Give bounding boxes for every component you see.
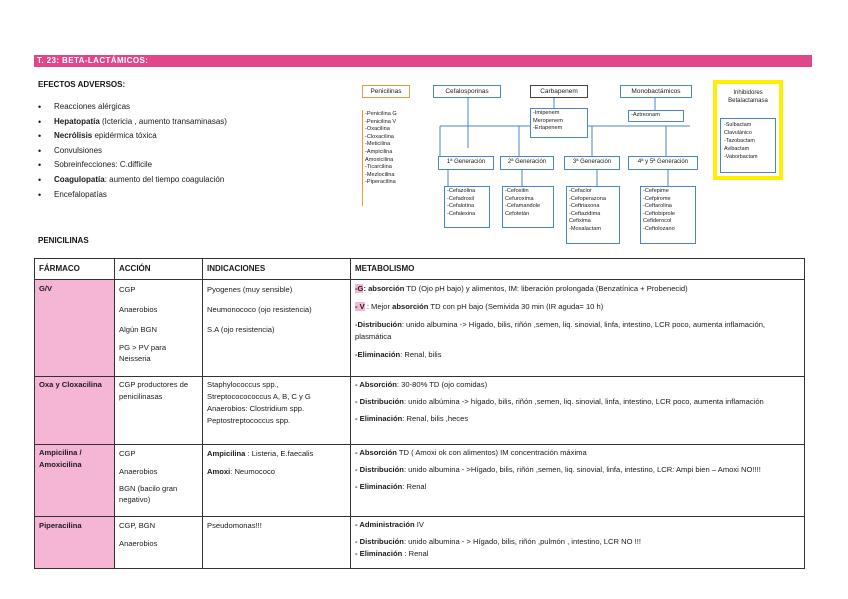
diagram-gen-4-label: 4ª y 5ª Generación [628, 156, 698, 170]
diagram-carbapenem-head: Carbapenem [530, 85, 588, 98]
metabolismo-cell: - Absorción TD ( Amoxi ok con alimentos) IM concentración máxima - Distribución: unido albumina - >Hígado, bilis, riñón ,semen, liq. sinovial, linfa, intestino, LCR: Ampi bien – Amoxi NO!!!! - Eliminación: Renal [351, 444, 805, 516]
diagram-monobactamicos-head: Monobactámicos [620, 85, 692, 98]
list-item: • Necrólisis epidérmica tóxica [38, 129, 227, 144]
metabolismo-cell: - Administración IV - Distribución: unido albumina - > Hígado, bilis, riñón ,pulmón , intestino, LCR NO !!! - Eliminación : Renal [351, 516, 805, 568]
penicilinas-table [34, 258, 805, 569]
diagram-inhibidores-head: Inhibidores Betalactamasa [728, 90, 768, 104]
list-item: • Hepatopatía (Ictericia , aumento transaminasas) [38, 115, 227, 130]
diagram-gen-1-label: 1ª Generación [438, 156, 494, 170]
list-item: • Sobreinfecciones: C.difficile [38, 158, 227, 173]
indicaciones-cell: Pseudomonas!!! [203, 516, 351, 568]
adverse-effects-title: EFECTOS ADVERSOS: [38, 80, 126, 89]
list-item: • Reacciones alérgicas [38, 100, 227, 115]
table-row [35, 376, 805, 444]
diagram-inhibidores [713, 80, 783, 180]
list-item: • Convulsiones [38, 144, 227, 159]
diagram-penicilinas-head: Penicilinas [362, 85, 410, 98]
accion-cell: CGP Anaerobios BGN (bacilo gran negativo) [115, 444, 203, 516]
table-header-row [35, 259, 805, 280]
diagram-inhibidores-list: -Sulbactam Clavulánico -Tazobactam Avibactam -Vaborbactam [720, 118, 776, 173]
indicaciones-cell: Ampicilina : Listeria, E.faecalis Amoxi: Neumococo [203, 444, 351, 516]
diagram-gen-3-label: 3ª Generación [564, 156, 620, 170]
indicaciones-cell: Pyogenes (muy sensible) Neumonococo (ojo resistencia) S.A (ojo resistencia) [203, 279, 351, 376]
metabolismo-cell: -G: absorción TD (Ojo pH bajo) y alimentos, IM: liberación prolongada (Benzatínica + Probenecid) - V : Mejor absorción TD con pH bajo (Semivida 30 min (IR aguda= 10 h) -Distribución: unido albumina -> Hígado, bilis, riñón ,semen, liq. sinovial, linfa, intestino, LCR poco, aumenta inflamación, plasmática -Eliminación: Renal, bilis [351, 279, 805, 376]
penicilinas-title: PENICILINAS [38, 236, 89, 245]
diagram-gen-4-list: -Cefepime -Cefpirome -Ceftarolina -Ceftobiprole Cefiderocol -Ceftolozano [640, 186, 696, 244]
accion-cell: CGP, BGN Anaerobios [115, 516, 203, 568]
diagram-monobactamicos-list: -Aztreonam [628, 110, 684, 122]
list-item: • Encefalopatías [38, 188, 227, 203]
diagram-gen-3-list: -Cefaclor -Cefoperazona -Ceftriaxona -Ceftazidima Cefixima -Moxalactam [566, 186, 620, 244]
banner-title: T. 23: BETA-LACTÁMICOS: [37, 56, 149, 65]
indicaciones-cell: Staphylococcus spp., Streptococococcus A, B, C y G Anaerobios: Clostridium spp. Peptostreptococcus spp. [203, 376, 351, 444]
diagram-cefalosporinas-head: Cefalosporinas [433, 85, 501, 98]
metabolismo-cell: - Absorción: 30-80% TD (ojo comidas) - Distribución: unido albúmina -> hígado, bilis, riñón ,semen, liq. sinovial, linfa, intestino, LCR poco, aumenta inflamación - Eliminación: Renal, bilis ,heces [351, 376, 805, 444]
table-header: METABOLISMO [351, 259, 805, 280]
farmaco-cell: Oxa y Cloxacilina [35, 376, 115, 444]
table-row [35, 444, 805, 516]
farmaco-cell: G/V [35, 279, 115, 376]
table-row [35, 516, 805, 568]
diagram-gen-1-list: -Cefazolina -Cefadroxil -Cefalotina -Cefalexina [444, 186, 490, 228]
table-header: INDICACIONES [203, 259, 351, 280]
accion-cell: CGP Anaerobios Algún BGN PG > PV para Neisseria [115, 279, 203, 376]
farmaco-cell: Piperacilina [35, 516, 115, 568]
table-header: FÁRMACO [35, 259, 115, 280]
accion-cell: CGP productores de penicilinasas [115, 376, 203, 444]
table-row [35, 279, 805, 376]
diagram-gen-2-label: 2ª Generación [500, 156, 554, 170]
diagram-penicilinas-list: -Penicilina G -Penicilina V -Oxacilina -Cloxacilina -Meticilina -Ampicilina Amoxicilina -Ticarcilina -Mezlocilina -Piperacilina [362, 110, 418, 206]
diagram-carbapenem-list: -Imipenem Meropenem -Ertapenem [530, 108, 588, 138]
list-item: • Coagulopatía: aumento del tiempo coagulación [38, 173, 227, 188]
diagram-gen-2-list: -Cefoxitin Cefuroxima -Cefamandole Cefotetán [502, 186, 554, 228]
farmaco-cell: Ampicilina / Amoxicilina [35, 444, 115, 516]
table-header: ACCIÓN [115, 259, 203, 280]
